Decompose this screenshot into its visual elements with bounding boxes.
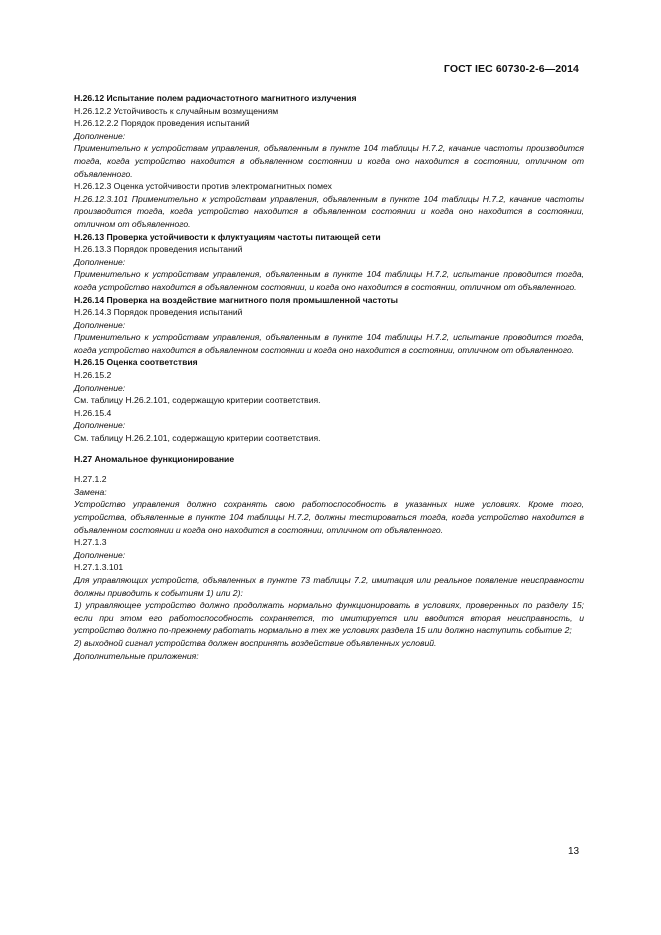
page-header: ГОСТ IEC 60730-2-6—2014 xyxy=(443,63,579,75)
paragraph: Для управляющих устройств, объявленных в пункте 73 таблицы 7.2, имитация или реальное появление неисправности должны приводить к событиям 1) или 2): xyxy=(74,574,584,598)
spacer xyxy=(74,465,584,473)
section-heading: H.26.13 Проверка устойчивости к флуктуациям частоты питающей сети xyxy=(74,231,381,242)
clause-text: H.26.14.3 Порядок проведения испытаний xyxy=(74,307,243,318)
paragraph: Устройство управления должно сохранять свою работоспособность в указанных ниже условиях. Кроме того, устройства, объявленные в пункте 104 таблицы H.7.2, должны тестироваться тогда, когда устройство находится в объявленном состоянии и когда оно находится в состоянии, отличном от объявленного. xyxy=(74,499,584,535)
clause-label: Дополнение: xyxy=(74,420,126,431)
clause-text: H.26.13.3 Порядок проведения испытаний xyxy=(74,244,243,255)
paragraph: Применительно к устройствам управления, объявленным в пункте 104 таблицы H.7.2, испытание проводится тогда, когда устройство находится в объявленном состоянии и когда оно находится в состоянии, отличном от объявленного. xyxy=(74,332,584,355)
clause-text: H.26.12.2.2 Порядок проведения испытаний xyxy=(74,118,250,129)
section-heading: H.27 Аномальное функционирование xyxy=(74,453,235,464)
clause-text: H.27.1.2 xyxy=(74,474,107,485)
clause-label: Замена: xyxy=(74,486,107,497)
section-heading: H.26.14 Проверка на воздействие магнитного поля промышленной частоты xyxy=(74,294,399,305)
clause-label: Дополнение: xyxy=(74,319,126,330)
clause-label: Дополнение: xyxy=(74,256,126,267)
clause-text: См. таблицу H.26.2.101, содержащую критерии соответствия. xyxy=(74,433,321,444)
paragraph: 1) управляющее устройство должно продолжать нормально функционировать в условиях, проверенных по разделу 15; если при этом его работоспособность сохраняется, то имитируется или вводится вторая неисправность, и устройство должно по-прежнему работать нормально в тех же условиях раздела 15 или должно наступить событие 2; xyxy=(74,600,584,636)
clause-text: H.26.12.3 Оценка устойчивости против электромагнитных помех xyxy=(74,181,332,192)
paragraph: Применительно к устройствам управления, объявленным в пункте 104 таблицы H.7.2, качание частоты производится тогда, когда устройство находится в объявленном состоянии и когда оно находится в состоянии, отличном от объявленного. xyxy=(74,143,584,179)
clause-text: H.27.1.3.101 xyxy=(74,562,124,573)
clause-label: Дополнение: xyxy=(74,549,126,560)
clause-label: Дополнение: xyxy=(74,130,126,141)
section-heading: H.26.15 Оценка соответствия xyxy=(74,357,198,368)
clause-text: H.27.1.3 xyxy=(74,537,107,548)
paragraph: H.26.12.3.101 Применительно к устройствам управления, объявленным в пункте 104 таблицы H.7.2, качание частоты производится тогда, когда устройство находится в объявленном состоянии и когда оно находится в состоянии, отличном от объявленного. xyxy=(74,193,584,229)
clause-text: H.26.15.2 xyxy=(74,370,112,381)
clause-text: См. таблицу H.26.2.101, содержащую критерии соответствия. xyxy=(74,395,321,406)
paragraph: Применительно к устройствам управления, объявленным в пункте 104 таблицы H.7.2, испытание проводится тогда, когда устройство находится в объявленном состоянии, и когда оно находится в состоянии, отличном от объявленного. xyxy=(74,269,584,292)
paragraph: 2) выходной сигнал устройства должен воспринять воздействие объявленных условий. xyxy=(74,637,437,648)
clause-text: H.26.12.2 Устойчивость к случайным возмущениям xyxy=(74,105,279,116)
clause-label: Дополнительные приложения: xyxy=(74,650,199,661)
clause-text: H.26.15.4 xyxy=(74,407,112,418)
clause-label: Дополнение: xyxy=(74,382,126,393)
section-heading: H.26.12 Испытание полем радиочастотного магнитного излучения xyxy=(74,93,357,103)
document-body xyxy=(74,92,584,662)
page-number: 13 xyxy=(568,846,580,857)
spacer xyxy=(74,445,584,453)
